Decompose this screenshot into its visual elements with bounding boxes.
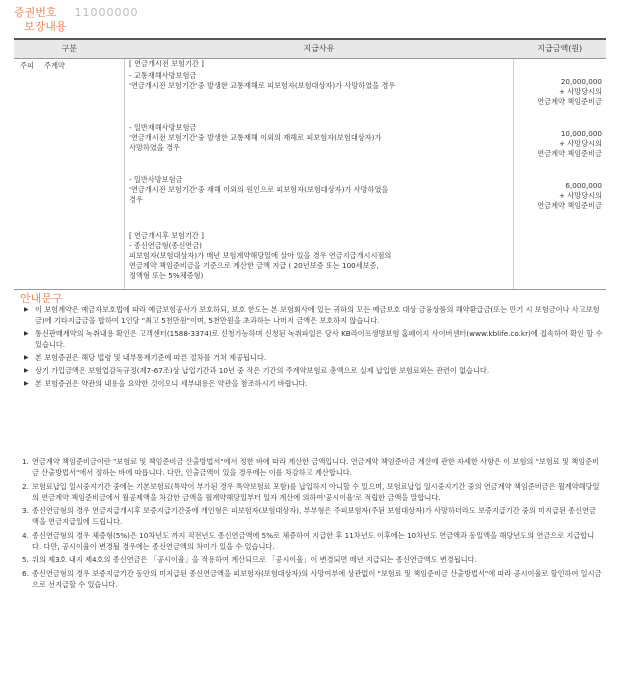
definition-item: 5. 위의 제3호 내지 제4호의 종신연금은 「공시이율」을 적용하여 계산되므로 「공시이율」이 변경되면 매년 지급되는 종신연금액도 변경됩니다.	[22, 555, 477, 565]
notice-list	[24, 304, 604, 391]
cert-number-value: 11000000	[74, 6, 139, 19]
definition-item: 4. 종신연금형의 경우 체증형(5%)은 10차년도 까지 직전년도 종신연금액에 5%로 체증하여 지급한 후 11차년도 이후에는 10차년도 연금액과 동일액을 해당년도의 연금으로 지급합니다. 다만, 공시이율이 변경될 경우에는 종신연금액의 차이가 있을 수 있습니다.	[22, 530, 595, 552]
triangle-bullet-icon: ▶	[24, 306, 29, 313]
triangle-bullet-icon: ▶	[24, 380, 29, 387]
notice-item: ▶ 본 보험증권은 약관의 내용을 요약한 것이오니 세부내용은 약관을 참조하시기 바랍니다.	[24, 379, 308, 388]
reason-block: - 교통재해사망보험금 '연금개시전 보험기간'중 발생한 교통재해로 피보험자(보험대상자)가 사망하였을 경우	[129, 71, 396, 90]
definition-item: 2. 보험료납입 일시중지기간 중에는 기본보험료(특약이 부가된 경우 특약보험료 포함)를 납입하지 아니할 수 있으며, 보험료납입 일시중지기간 중의 연금계약 책임준비금은 월계약해당일의 연금계약 책임준비금에서 월공제액을 차감한 금액을 월계약해당일부터 일자 계산에 의하여'공시이율'로 적립한 금액을 말합니다.	[22, 481, 600, 502]
document-header	[14, 6, 139, 34]
reason-block: - 일반재해사망보험금 '연금개시전 보험기간'중 발생한 교통재해 이외의 재해로 피보험자(보험대상자)가 사망하였을 경우	[129, 123, 382, 152]
header-amount: 지급금액(원)	[514, 39, 607, 59]
notice-item: ▶ 상기 가입금액은 보험업감독규정(제7-67조)상 납입기간과 10년 중 작은 기간의 주계약보험료 총액으로 실제 납입한 보험료와는 관련이 없습니다.	[24, 366, 490, 375]
notice-item: ▶ 통신판매계약의 녹취내용 확인은 고객센터(1588-3374)로 신청가능하며 신청된 녹취파일은 당사 KB라이프생명보험 홈페이지 사이버센터(www.kblife.co.kr)에 접속하여 확인 할 수 있습니다.	[24, 329, 603, 349]
amount-block: 6,000,000 + 사망당시의 연금계약 책임준비금	[537, 181, 602, 210]
amount-cell	[514, 59, 607, 290]
coverage-table	[14, 38, 606, 290]
definition-item: 1. 연금계약 책임준비금이란 "보험료 및 책임준비금 산출방법서"에서 정한 바에 따라 계산한 금액입니다. 연금계약 책임준비금 계산에 관한 자세한 사항은 이 보험의 "보험료 및 책임준비금 산출방법서"에서 정하는 바에 따릅니다. 다만, 인출금액이 있을 경우에는 이를 차감하고 계산합니다.	[22, 457, 600, 478]
triangle-bullet-icon: ▶	[24, 354, 29, 361]
insured-type-cell: 주피	[14, 59, 40, 290]
notice-item: ▶ 본 보험증권은 해당 법령 및 내부통제기준에 따른 절차를 거쳐 제공됩니다.	[24, 353, 267, 362]
amount-block: 10,000,000 + 사망당시의 연금계약 책임준비금	[537, 129, 602, 158]
header-reason: 지급사유	[125, 39, 514, 59]
reason-block: - 일반사망보험금 '연금개시전 보험기간'중 재해 이외의 원인으로 피보험자(보험대상자)가 사망하였을 경우	[129, 175, 389, 204]
definition-list	[22, 456, 602, 592]
reason-block: [ 연금개시후 보험기간 ] - 종신연금형(종신연금) 피보험자(보험대상자)가 매년 보험계약해당일에 살아 있을 경우 연금지급개시시점의 연금계약 책임준비금을 기준으로 계산한 금액 지급 ( 20년보증 또는 100세보증, 정액형 또는 5%체증형)	[129, 231, 392, 280]
notice-item: ▶ 이 보험계약은 예금자보호법에 따라 예금보험공사가 보호하되, 보호 한도는 본 보험회사에 있는 귀하의 모든 예금보호 대상 금융상품의 해약환급금(또는 만기 시 보험금이나 사고보험금)에 기타지급금을 합하여 1인당 "최고 5천만원"이며, 5천만원을 초과하는 나머지 금액은 보호하지 않습니다.	[24, 305, 600, 325]
header-category: 구분	[14, 39, 125, 59]
definition-item: 6. 종신연금형의 경우 보증지급기간 동안의 미지급된 종신연금액을 피보험자(보험대상자)의 사망여부에 상관없이 "보험료 및 책임준비금 산출방법서"에 따라 공시이율로 할인하여 일시금으로 선지급할 수 있습니다.	[22, 568, 602, 589]
definition-item: 3. 종신연금형의 경우 연금지급개시후 보증지급기간중에 개인형은 피보험자(보험대상자), 부부형은 주피보험자(주된 보험대상자)가 사망하더라도 보증지급기간 중의 미지급된 종신연금액을 연금지급일에 드립니다.	[22, 506, 596, 527]
reason-block: [ 연금개시전 보험기간 ]	[129, 59, 204, 68]
triangle-bullet-icon: ▶	[24, 330, 29, 337]
reason-cell	[125, 59, 514, 290]
table-header-row	[14, 39, 606, 59]
amount-block: 20,000,000 + 사망당시의 연금계약 책임준비금	[537, 77, 602, 106]
contract-type-cell: 주계약	[40, 59, 125, 290]
table-row	[14, 59, 606, 290]
cert-number-label: 증권번호	[14, 6, 57, 19]
section-title: 보장내용	[24, 20, 67, 33]
triangle-bullet-icon: ▶	[24, 367, 29, 374]
notice-title: 안내문구	[20, 292, 63, 305]
